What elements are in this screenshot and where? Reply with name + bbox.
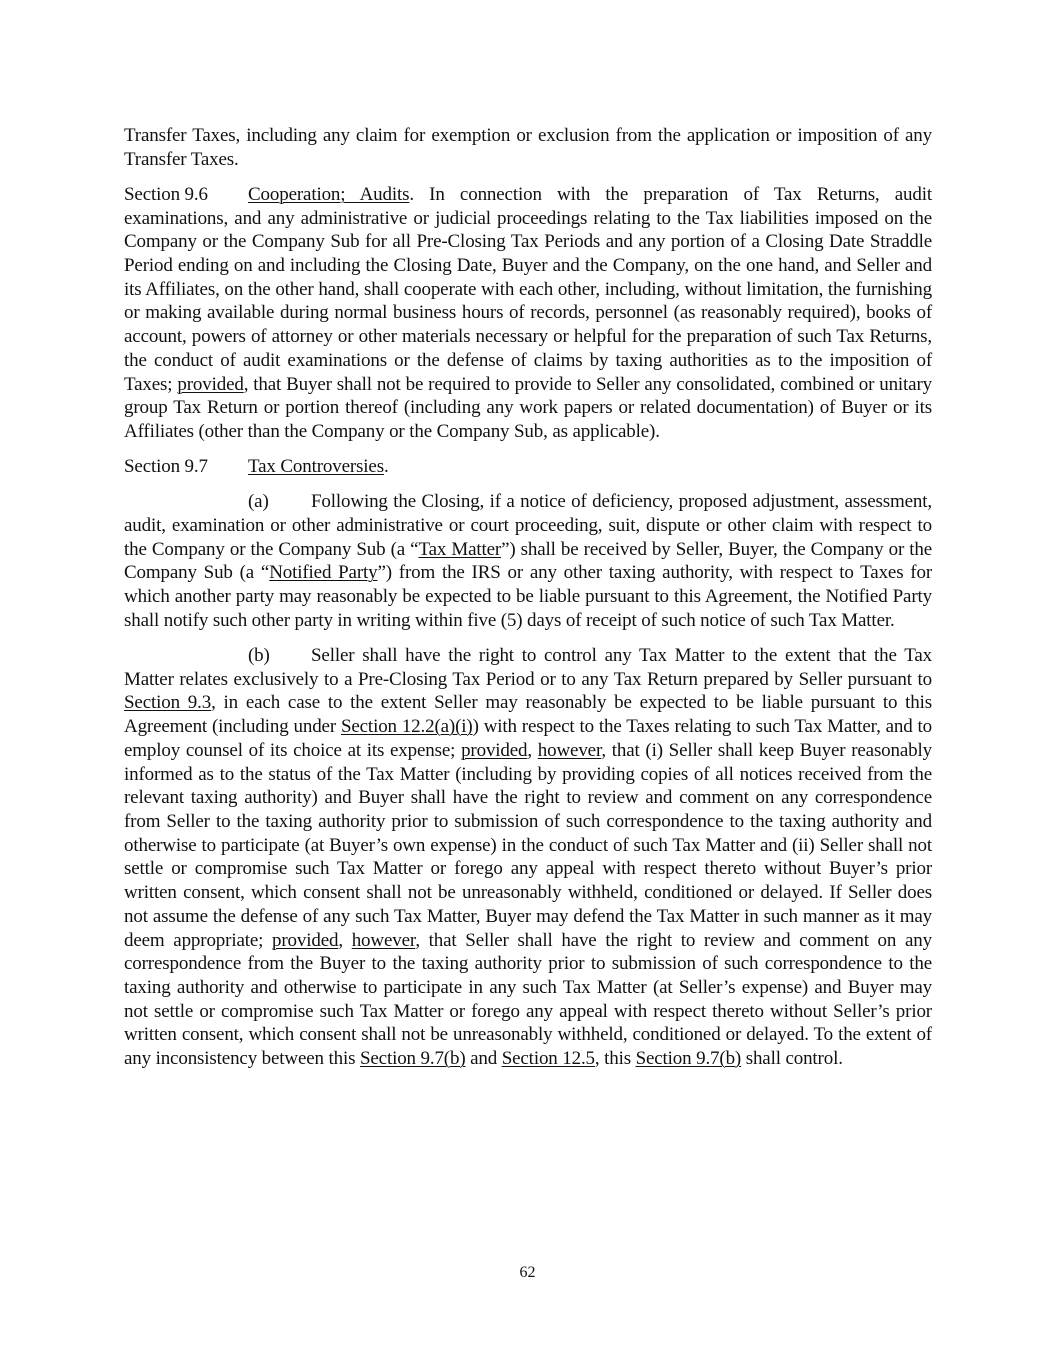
subsection-b-paragraph: (b) Seller shall have the right to control any Tax Matter to the extent that the Tax Matter relates exclusively to a Pre-Closing Tax Period or to any Tax Return prepared by Seller pursuant to Section 9.3, in each case to the extent Seller may reasonably be expected to be liable pursuant to this Agreement (including under Section 12.2(a)(i)) with respect to the Taxes relating to such Tax Matter, and to employ counsel of its choice at its expense; provided, however, that (i) Seller shall keep Buyer reasonably informed as to the status of the Tax Matter (including by providing copies of all notices received from the relevant taxing authority) and Buyer shall have the right to review and comment on any correspondence from Seller to the taxing authority prior to submission of such correspondence to the taxing authority and otherwise to participate (at Buyer’s own expense) in the conduct of such Tax Matter and (ii) Seller shall not settle or compromise such Tax Matter or forego any appeal with respect thereto without Buyer’s prior written consent, which consent shall not be unreasonably withheld, conditioned or delayed. If Seller does not assume the defense of any such Tax Matter, Buyer may defend the Tax Matter in such manner as it may deem appropriate; provided, however, that Seller shall have the right to review and comment on any correspondence from the Buyer to the taxing authority prior to submission of such correspondence to the taxing authority and otherwise to participate in any such Tax Matter (at Seller’s expense) and Buyer may not settle or compromise such Tax Matter or forego any appeal with respect thereto without Seller’s prior written consent, which consent shall not be unreasonably withheld, conditioned or delayed. To the extent of any inconsistency between this Section 9.7(b) and Section 12.5, this Section 9.7(b) shall control. [124, 645, 933, 1070]
cross-reference-section-12-5: Section 12.5 [501, 1048, 595, 1070]
provided-term: provided [272, 929, 339, 951]
section-heading: Cooperation; Audits [248, 183, 410, 205]
cross-reference-section-9-7-b: Section 9.7(b) [359, 1048, 466, 1070]
section-number: Section 9.7 [124, 456, 208, 478]
however-term: however [537, 739, 602, 761]
however-term: however [351, 929, 416, 951]
cross-reference-section-12-2: Section 12.2(a)(i) [340, 716, 473, 738]
subsection-label: (a) [248, 491, 269, 513]
cross-reference-section-9-7-b: Section 9.7(b) [635, 1048, 742, 1070]
document-page [124, 124, 932, 1082]
cross-reference-section-9-3: Section 9.3 [124, 692, 212, 714]
section-heading: Tax Controversies [248, 456, 384, 478]
continuation-paragraph: Transfer Taxes, including any claim for exemption or exclusion from the application or imposition of any Transfer Taxes. [124, 125, 932, 170]
defined-term-notified-party: Notified Party [269, 562, 378, 584]
section-number: Section 9.6 [124, 183, 208, 205]
subsection-label: (b) [248, 645, 270, 667]
defined-term-tax-matter: Tax Matter [418, 538, 502, 560]
subsection-a-paragraph: (a) Following the Closing, if a notice of deficiency, proposed adjustment, assessment, audit, examination or other administrative or court proceeding, suit, dispute or other claim with respect to the Company or the Company Sub (a “Tax Matter”) shall be received by Seller, Buyer, the Company or the Company Sub (a “Notified Party”) from the IRS or any other taxing authority, with respect to Taxes for which another party may reasonably be expected to be liable pursuant to this Agreement, the Notified Party shall notify such other party in writing within five (5) days of receipt of such notice of such Tax Matter. [124, 491, 933, 631]
section-9-7-heading: Section 9.7 Tax Controversies. [124, 456, 389, 478]
page-number: 62 [519, 1264, 536, 1281]
section-9-6-paragraph: Section 9.6 Cooperation; Audits. In connection with the preparation of Tax Returns, audit examinations, and any administrative or judicial proceedings relating to the Tax liabilities imposed on the Company or the Company Sub for all Pre-Closing Tax Periods and any portion of a Closing Date Straddle Period ending on and including the Closing Date, Buyer and the Company, on the one hand, and Seller and its Affiliates, on the other hand, shall cooperate with each other, including, without limitation, the furnishing or making available during normal business hours of records, personnel (as reasonably required), books of account, powers of attorney or other materials necessary or helpful for the preparation of such Tax Returns, the conduct of audit examinations or the defense of claims by taxing authorities as to the imposition of Taxes; provided, that Buyer shall not be required to provide to Seller any consolidated, combined or unitary group Tax Return or portion thereof (including any work papers or related documentation) of Buyer or its Affiliates (other than the Company or the Company Sub, as applicable). [124, 183, 932, 442]
provided-term: provided [177, 373, 244, 395]
provided-term: provided [461, 739, 528, 761]
